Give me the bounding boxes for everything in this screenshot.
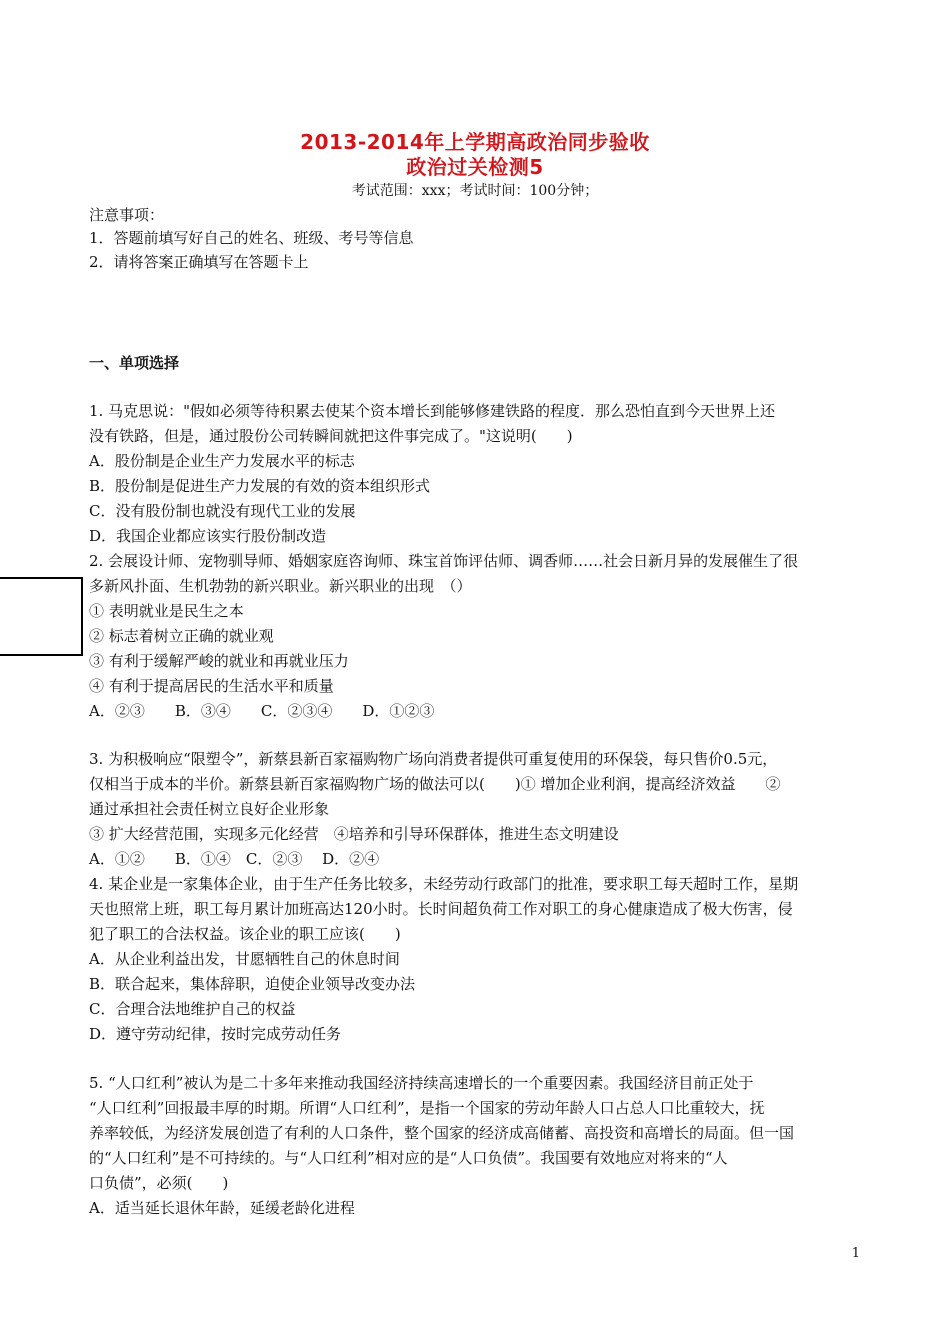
page-number: 1	[851, 1246, 860, 1261]
question-3-text: 3. 为积极响应“限塑令”，新蔡县新百家福购物广场向消费者提供可重复使用的环保袋，每只售价0.5元，	[89, 750, 778, 768]
question-4-option: D．遵守劳动纪律，按时完成劳动任务	[89, 1025, 342, 1043]
question-2-option: ② 标志着树立正确的就业观	[89, 627, 274, 645]
question-1-option: D．我国企业都应该实行股份制改造	[89, 527, 327, 545]
question-3-text: 通过承担社会责任树立良好企业形象	[89, 800, 330, 818]
question-5-text: 5. “人口红利”被认为是二十多年来推动我国经济持续高速增长的一个重要因素。我国经济目前正处于	[89, 1074, 754, 1092]
question-2-option: ① 表明就业是民生之本	[89, 602, 244, 620]
question-5-text: 养率较低，为经济发展创造了有利的人口条件，整个国家的经济成高储蓄、高投资和高增长的局面。但一国	[89, 1124, 795, 1142]
question-4-text: 犯了职工的合法权益。该企业的职工应该( )	[89, 925, 401, 943]
question-1-option: B．股份制是促进生产力发展的有效的资本组织形式	[89, 477, 431, 495]
question-3-text: 仅相当于成本的半价。新蔡县新百家福购物广场的做法可以( )① 增加企业利润，提高经济效益 ②	[89, 775, 781, 793]
margin-box	[0, 577, 83, 656]
question-3-option: ③ 扩大经营范围，实现多元化经营 ④培养和引导环保群体，推进生态文明建设	[89, 825, 619, 843]
question-1-option: C．没有股份制也就没有现代工业的发展	[89, 502, 356, 520]
question-5-text: “人口红利”回报最丰厚的时期。所谓“人口红利”，是指一个国家的劳动年龄人口占总人口比重较大，抚	[89, 1099, 765, 1117]
question-2-option: ④ 有利于提高居民的生活水平和质量	[89, 677, 334, 695]
question-1-text: 1. 马克思说："假如必须等待积累去使某个资本增长到能够修建铁路的程度．那么恐怕直到今天世界上还	[89, 402, 775, 420]
question-2-answers: A．②③ B．③④ C．②③④ D．①②③	[89, 702, 435, 720]
question-4-text: 天也照常上班，职工每月累计加班高达120小时。长时间超负荷工作对职工的身心健康造成了极大伤害，侵	[89, 900, 793, 918]
question-5-option: A．适当延长退休年龄，延缓老龄化进程	[89, 1199, 355, 1217]
document-subtitle: 政治过关检测5	[406, 155, 544, 179]
question-2-text: 2. 会展设计师、宠物驯导师、婚姻家庭咨询师、珠宝首饰评估师、调香师……社会日新月异的发展催生了很	[89, 552, 799, 570]
note-item: 1．答题前填写好自己的姓名、班级、考号等信息	[89, 229, 414, 247]
question-4-option: C．合理合法地维护自己的权益	[89, 1000, 296, 1018]
question-4-text: 4. 某企业是一家集体企业，由于生产任务比较多，未经劳动行政部门的批准，要求职工每天超时工作，星期	[89, 875, 799, 893]
notes-heading: 注意事项：	[89, 206, 165, 224]
question-2-option: ③ 有利于缓解严峻的就业和再就业压力	[89, 652, 349, 670]
note-item: 2．请将答案正确填写在答题卡上	[89, 253, 309, 271]
question-1-text: 没有铁路，但是，通过股份公司转瞬间就把这件事完成了。"这说明( )	[89, 427, 573, 445]
question-3-answers: A．①② B．①④ C．②③ D．②④	[89, 850, 380, 868]
question-2-text: 多新风扑面、生机勃勃的新兴职业。新兴职业的出现 （）	[89, 577, 472, 595]
question-4-option: B．联合起来，集体辞职，迫使企业领导改变办法	[89, 975, 416, 993]
question-5-text: 口负债”，必须( )	[89, 1174, 229, 1192]
document-title: 2013-2014年上学期高政治同步验收	[300, 130, 650, 154]
section-title: 一、单项选择	[89, 354, 180, 372]
question-4-option: A．从企业利益出发，甘愿牺牲自己的休息时间	[89, 950, 400, 968]
question-5-text: 的“人口红利”是不可持续的。与“人口红利”相对应的是“人口负债”。我国要有效地应对将来的“人	[89, 1149, 728, 1167]
exam-info: 考试范围：xxx；考试时间：100分钟；	[351, 183, 599, 199]
question-1-option: A．股份制是企业生产力发展水平的标志	[89, 452, 355, 470]
